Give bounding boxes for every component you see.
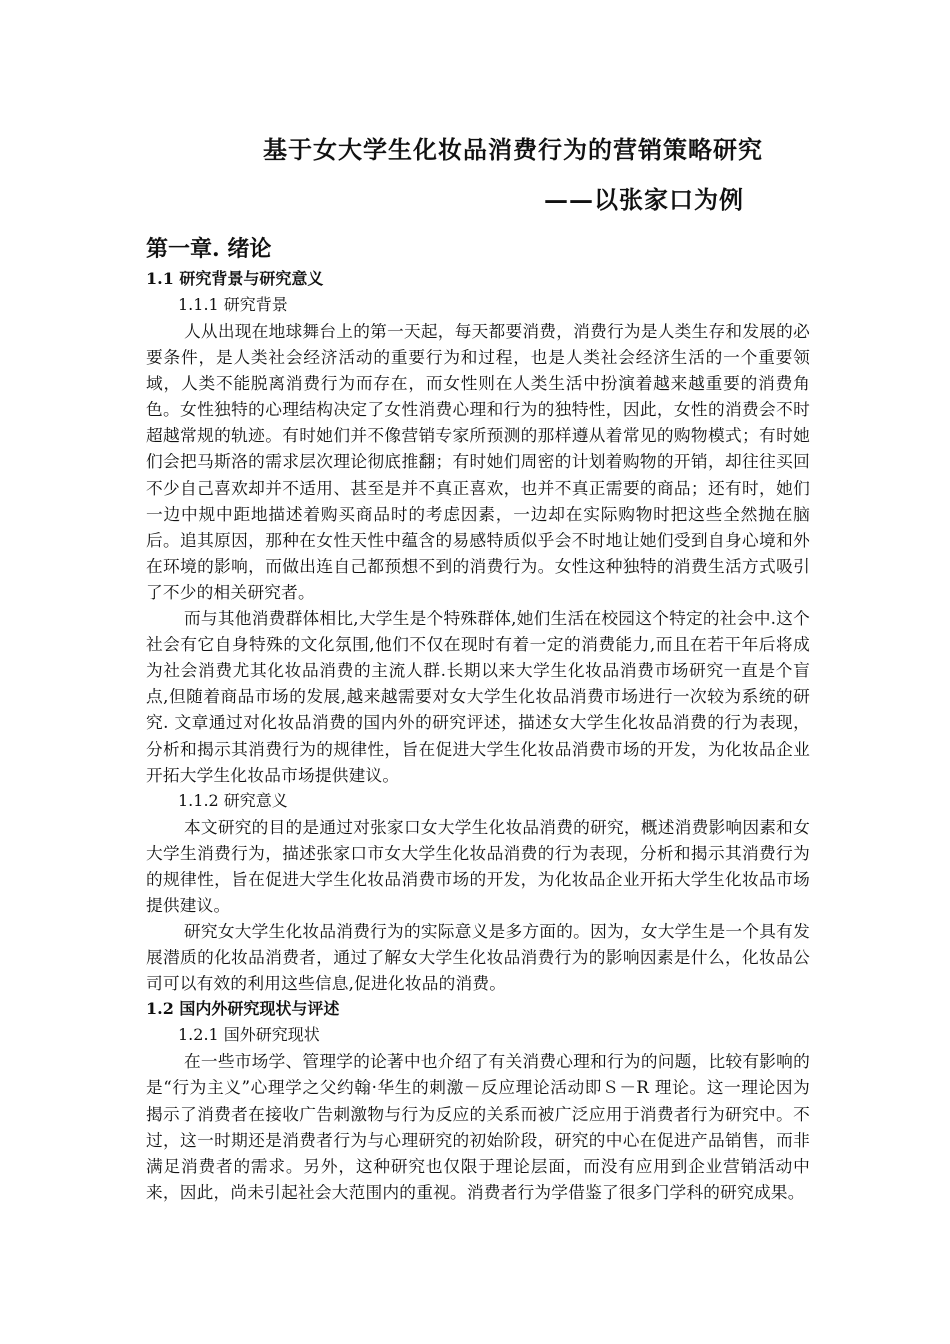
subsection-heading-1-1-2: 1.1.2 研究意义 bbox=[178, 790, 288, 810]
paragraph: 人从出现在地球舞台上的第一天起，每天都要消费，消费行为是人类生存和发展的必要条件，是人类社会经济活动的重要行为和过程，也是人类社会经济生活的一个重要领域，人类不能脱离消费行为而存在，而女性则在人类生活中扮演着越来越重要的消费角色。女性独特的心理结构决定了女性消费心理和行为的独特性，因此，女性的消费会不时超越常规的轨迹。有时她们并不像营销专家所预测的那样遵从着常见的购物模式；有时她们会把马斯洛的需求层次理论彻底推翻；有时她们周密的计划着购物的开销，却往往买回不少自己喜欢却并不适用、甚至是并不真正喜欢，也并不真正需要的商品；还有时，她们一边中规中距地描述着购买商品时的考虑因素，一边却在实际购物时把这些全然抛在脑后。追其原因，那种在女性天性中蕴含的易感特质似乎会不时地让她们受到自身心境和外在环境的影响，而做出连自己都预想不到的消费行为。女性这种独特的消费生活方式吸引了不少的相关研究者。 bbox=[146, 321, 810, 602]
subsection-heading-1-2-1: 1.2.1 国外研究现状 bbox=[178, 1025, 320, 1045]
section-heading-1-2: 1.2 国内外研究现状与评述 bbox=[146, 999, 340, 1019]
document-body bbox=[146, 128, 810, 1205]
subsection-heading-1-1-1: 1.1.1 研究背景 bbox=[178, 295, 288, 314]
paragraph: 而与其他消费群体相比,大学生是个特殊群体,她们生活在校园这个特定的社会中.这个社会有它自身特殊的文化氛围,他们不仅在现时有着一定的消费能力,而且在若干年后将成为社会消费尤其化妆品消费的主流人群.长期以来大学生化妆品消费市场研究一直是个盲点,但随着商品市场的发展,越来越需要对女大学生化妆品消费市场进行一次较为系统的研究. 文章通过对化妆品消费的国内外的研究评述，描述女大学生化妆品消费的行为表现，分析和揭示其消费行为的规律性，旨在促进大学生化妆品消费市场的开发，为化妆品企业开拓大学生化妆品市场提供建议。 bbox=[146, 608, 810, 785]
paragraph: 在一些市场学、管理学的论著中也介绍了有关消费心理和行为的问题，比较有影响的是“行为主义”心理学之父约翰·华生的刺激－反应理论活动即Ｓ－R 理论。这一理论因为揭示了消费者在接收广告刺激物与行为反应的关系而被广泛应用于消费者行为研究中。不过，这一时期还是消费者行为与心理研究的初始阶段，研究的中心在促进产品销售，而非满足消费者的需求。另外，这种研究也仅限于理论层面，而没有应用到企业营销活动中来，因此，尚未引起社会大范围内的重视。消费者行为学借鉴了很多门学科的研究成果。 bbox=[146, 1051, 810, 1202]
chapter-heading: 第一章. 绪论 bbox=[146, 236, 272, 262]
document-subtitle: ——以张家口为例 bbox=[544, 185, 744, 214]
document-title: 基于女大学生化妆品消费行为的营销策略研究 bbox=[263, 135, 763, 164]
paragraph: 研究女大学生化妆品消费行为的实际意义是多方面的。因为，女大学生是一个具有发展潜质的化妆品消费者，通过了解女大学生化妆品消费行为的影响因素是什么，化妆品公司可以有效的利用这些信息,促进化妆品的消费。 bbox=[146, 921, 810, 994]
paragraph: 本文研究的目的是通过对张家口女大学生化妆品消费的研究，概述消费影响因素和女大学生消费行为，描述张家口市女大学生化妆品消费的行为表现，分析和揭示其消费行为的规律性，旨在促进大学生化妆品消费市场的开发，为化妆品企业开拓大学生化妆品市场提供建议。 bbox=[146, 816, 810, 915]
section-heading-1-1: 1.1 研究背景与研究意义 bbox=[146, 269, 324, 288]
